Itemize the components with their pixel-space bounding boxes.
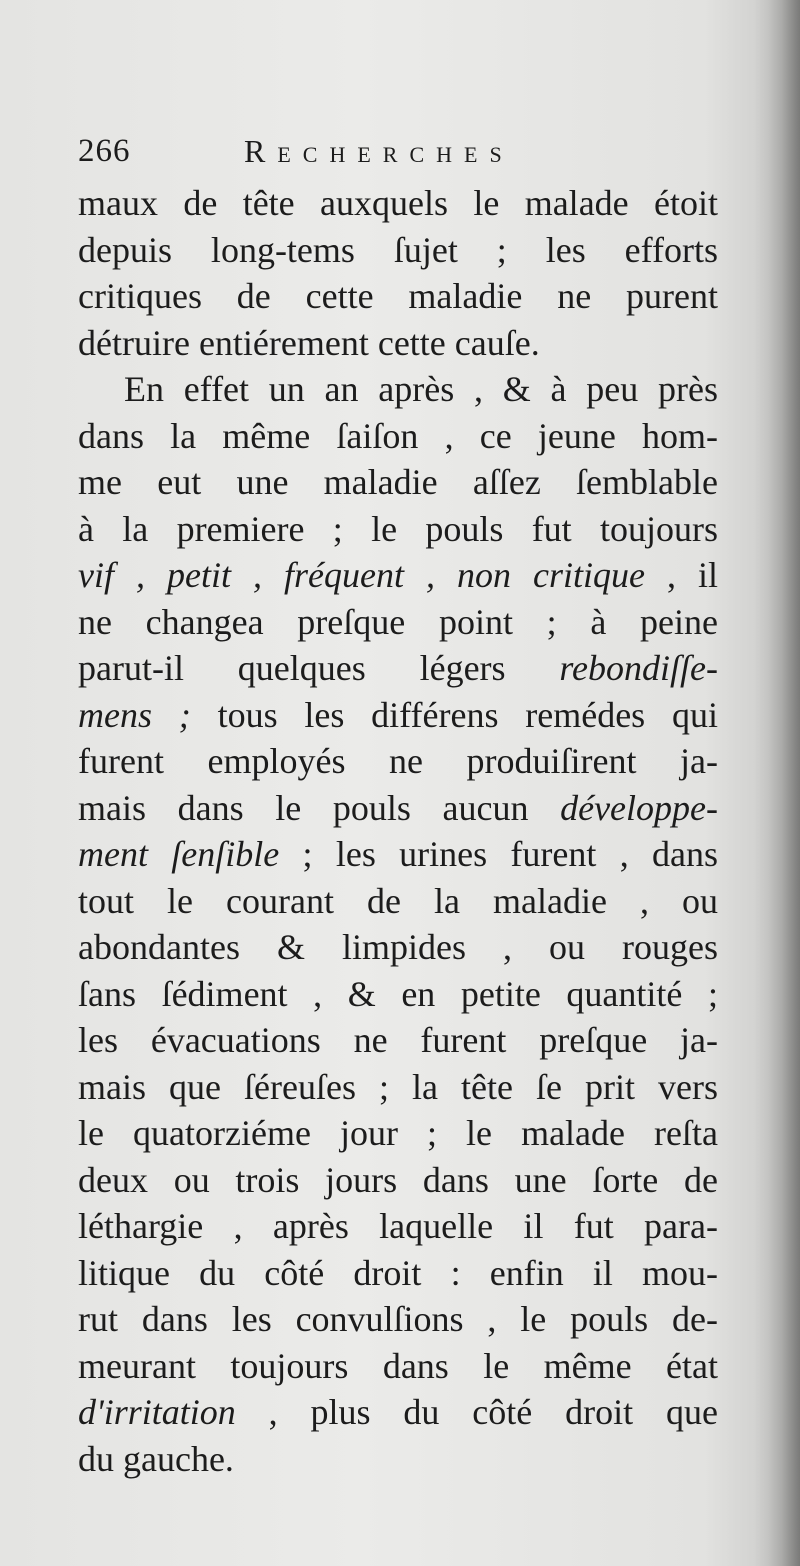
text-line xyxy=(78,1110,718,1157)
text-line xyxy=(78,459,718,506)
text-span: tout le courant de la maladie , ou xyxy=(78,880,718,921)
text-span: En effet un an après , & à peu près xyxy=(124,369,718,409)
text-line xyxy=(78,971,718,1018)
text-line xyxy=(78,1017,718,1064)
text-line xyxy=(78,1203,718,1250)
italic-text-span: d'irritation xyxy=(78,1392,236,1432)
text-line xyxy=(78,506,718,553)
text-span: parut-il quelques légers xyxy=(78,648,560,688)
text-span: ne changea preſque point ; à peine xyxy=(78,601,718,642)
text-span: du gauche. xyxy=(78,1438,234,1479)
text-line xyxy=(78,1296,718,1343)
text-line xyxy=(78,1389,718,1436)
italic-text-span: mens ; xyxy=(78,694,191,735)
text-span: me eut une maladie aſſez ſemblable xyxy=(78,462,718,502)
text-line xyxy=(78,1157,718,1204)
text-span: maux de tête auxquels le malade étoit xyxy=(78,183,718,223)
text-span: dans la même ſaiſon , ce jeune hom- xyxy=(78,415,718,456)
text-span: léthargie , après laquelle il fut para- xyxy=(78,1206,718,1246)
text-line xyxy=(78,831,718,878)
text-line xyxy=(78,1064,718,1111)
text-line xyxy=(78,924,718,971)
italic-text-span: développe- xyxy=(560,787,718,828)
text-line xyxy=(78,227,718,274)
text-line xyxy=(78,1250,718,1297)
text-span: ſans ſédiment , & en petite quantité ; xyxy=(78,973,718,1014)
text-span: critiques de cette maladie ne purent xyxy=(78,276,718,316)
text-span: ; les urines furent , dans xyxy=(279,834,718,874)
text-span: mais dans le pouls aucun xyxy=(78,787,561,828)
text-line xyxy=(78,552,718,599)
italic-text-span: rebondiſſe- xyxy=(559,648,718,688)
text-line xyxy=(78,645,718,692)
text-line xyxy=(78,1436,718,1483)
text-span: tous les différens remédes qui xyxy=(190,694,718,735)
text-line xyxy=(78,1343,718,1390)
text-span: abondantes & limpides , ou rouges xyxy=(78,927,718,967)
page-number: 266 xyxy=(78,133,131,169)
text-span: à la premiere ; le pouls fut toujours xyxy=(78,508,718,549)
text-span: meurant toujours dans le même état xyxy=(78,1345,718,1386)
page-header xyxy=(78,133,718,183)
text-line xyxy=(78,738,718,785)
text-span: , il xyxy=(644,555,718,595)
text-line xyxy=(78,180,718,227)
text-span: le quatorziéme jour ; le malade reſta xyxy=(78,1113,718,1153)
text-line xyxy=(78,785,718,832)
text-span: deux ou trois jours dans une ſorte de xyxy=(78,1159,718,1200)
text-line xyxy=(78,692,718,739)
text-span: détruire entiérement cette cauſe. xyxy=(78,322,540,363)
text-line xyxy=(78,878,718,925)
text-span: furent employés ne produiſirent ja- xyxy=(78,741,718,781)
text-line xyxy=(78,599,718,646)
text-span: depuis long-tems ſujet ; les efforts xyxy=(78,229,718,270)
text-line xyxy=(78,320,718,367)
text-line xyxy=(78,366,718,413)
text-span: mais que ſéreuſes ; la tête ſe prit vers xyxy=(78,1066,718,1107)
text-line xyxy=(78,273,718,320)
text-span: , plus du côté droit que xyxy=(235,1392,718,1432)
page-body-text xyxy=(78,180,718,1482)
text-span: les évacuations ne furent preſque ja- xyxy=(78,1020,718,1060)
running-head: Recherches xyxy=(244,133,514,169)
text-line xyxy=(78,413,718,460)
italic-text-span: vif , petit , fréquent , non critique xyxy=(78,555,645,595)
text-span: rut dans les convulſions , le pouls de- xyxy=(78,1299,718,1339)
gutter-shadow xyxy=(754,0,800,1566)
text-span: litique du côté droit : enfin il mou- xyxy=(78,1252,718,1293)
italic-text-span: ment ſenſible xyxy=(78,834,280,874)
